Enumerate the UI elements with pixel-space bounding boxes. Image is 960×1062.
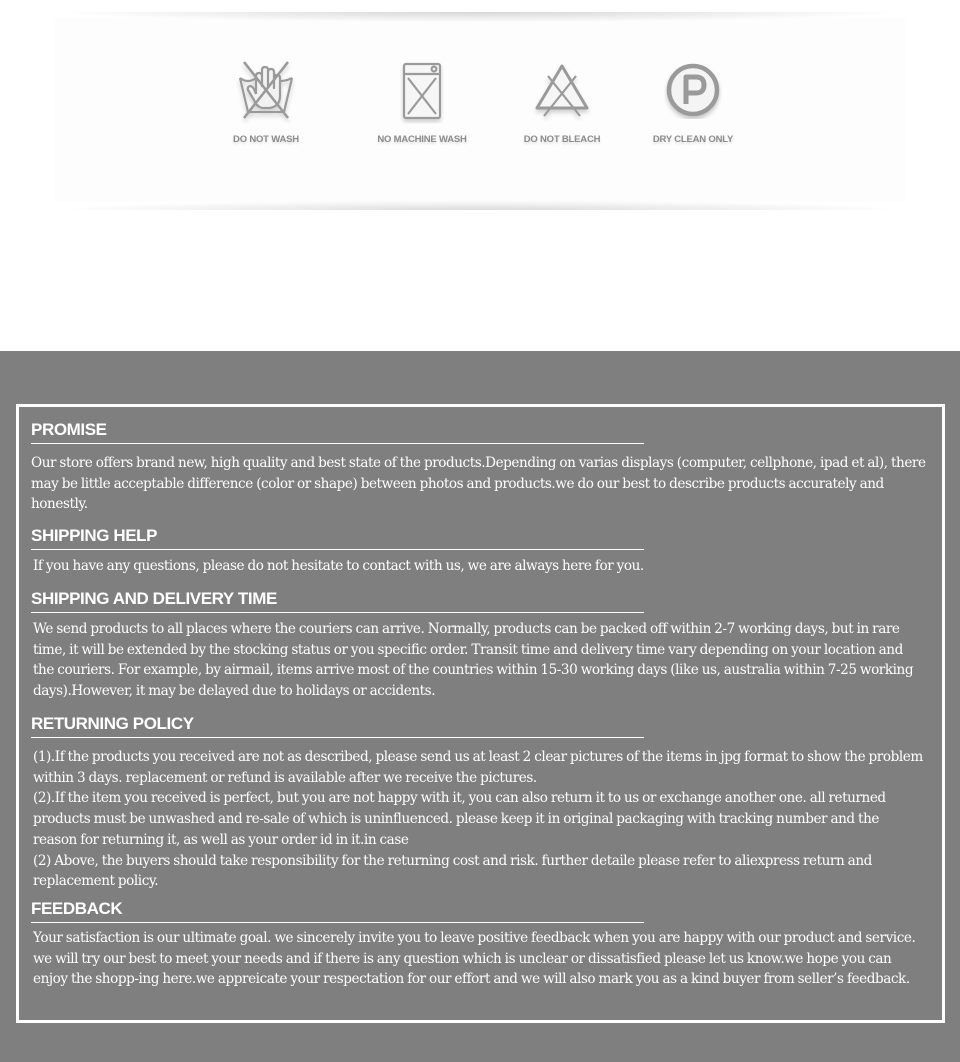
- feedback-section: [31, 899, 924, 990]
- care-label-text: DRY CLEAN ONLY: [652, 134, 734, 145]
- care-item-do-not-bleach: [521, 56, 603, 145]
- shipping-help-section: [31, 526, 926, 577]
- section-body: We send products to all places where the couriers can arrive. Normally, products can be packed off within 2-7 working days, but in rare time, it will be extended by the stocking status or you specific order. Transit time and delivery time vary depending on your location and the couriers. For example, by airmail, items arrive most of the countries within 15-30 working days (like us, australia within 7-25 working days).However, it may be delayed due to holidays or accidents.: [33, 621, 914, 700]
- section-body: Our store offers brand new, high quality and best state of the products.Depending on varias displays (computer, cellphone, ipad et al), there may be little acceptable difference (color or shape) between photos and products.we do our best to describe products accurately and honestly.: [31, 455, 926, 513]
- section-divider: [31, 612, 644, 613]
- care-item-do-not-wash: [225, 56, 307, 145]
- policy-box: [16, 404, 945, 1023]
- section-divider: [31, 443, 644, 444]
- section-body: Your satisfaction is our ultimate goal. we sincerely invite you to leave positive feedback when you are happy with our product and service. we will try our best to meet your needs and if there is any question which is unclear or dissatisfied please let us know.we hope you can enjoy the shopp-ing here.we appreicate your respectation for our effort and we will also mark you as a kind buyer from seller’s feedback.: [33, 930, 916, 988]
- do-not-wash-icon: [234, 56, 298, 126]
- store-policy-panel: [0, 351, 960, 1062]
- section-title: RETURNING POLICY: [31, 714, 194, 733]
- do-not-bleach-icon: [530, 56, 594, 126]
- banner-top-shadow: [55, 12, 905, 22]
- section-title: SHIPPING HELP: [31, 526, 158, 545]
- banner-bottom-shadow: [55, 200, 905, 210]
- section-title: PROMISE: [31, 420, 107, 439]
- section-divider: [31, 737, 644, 738]
- care-item-dry-clean-only: [651, 56, 735, 145]
- care-label-text: DO NOT BLEACH: [523, 134, 601, 145]
- section-divider: [31, 549, 644, 550]
- care-label-text: NO MACHINE WASH: [377, 134, 467, 145]
- care-labels-banner: [55, 18, 905, 202]
- returning-policy-section: [31, 714, 924, 892]
- section-divider: [31, 922, 644, 923]
- care-label-text: DO NOT WASH: [233, 134, 299, 145]
- care-item-no-machine-wash: [373, 56, 471, 145]
- section-title: SHIPPING AND DELIVERY TIME: [31, 589, 277, 608]
- shipping-delivery-section: [31, 589, 924, 702]
- dry-clean-only-icon: [661, 56, 725, 126]
- promise-section: [31, 420, 926, 515]
- section-body: (1).If the products you received are not as described, please send us at least 2 clear pictures of the items in jpg format to show the problem within 3 days. replacement or refund is available after we receive the pictures. (2).If the item you received is perfect, but you are not happy with it, you can also return it to us or exchange another one. all returned products must be unwashed and re-sale of which is uninfluenced. please keep it in original packaging with tracking number and the reason for returning it, as well as your order id in it.in case (2) Above, the buyers should take responsibility for the returning cost and risk. further detaile please refer to aliexpress return and replacement policy.: [33, 749, 923, 890]
- section-title: FEEDBACK: [31, 899, 123, 918]
- section-body: If you have any questions, please do not hesitate to contact with us, we are always here for you.: [33, 558, 644, 574]
- no-machine-wash-icon: [390, 56, 454, 126]
